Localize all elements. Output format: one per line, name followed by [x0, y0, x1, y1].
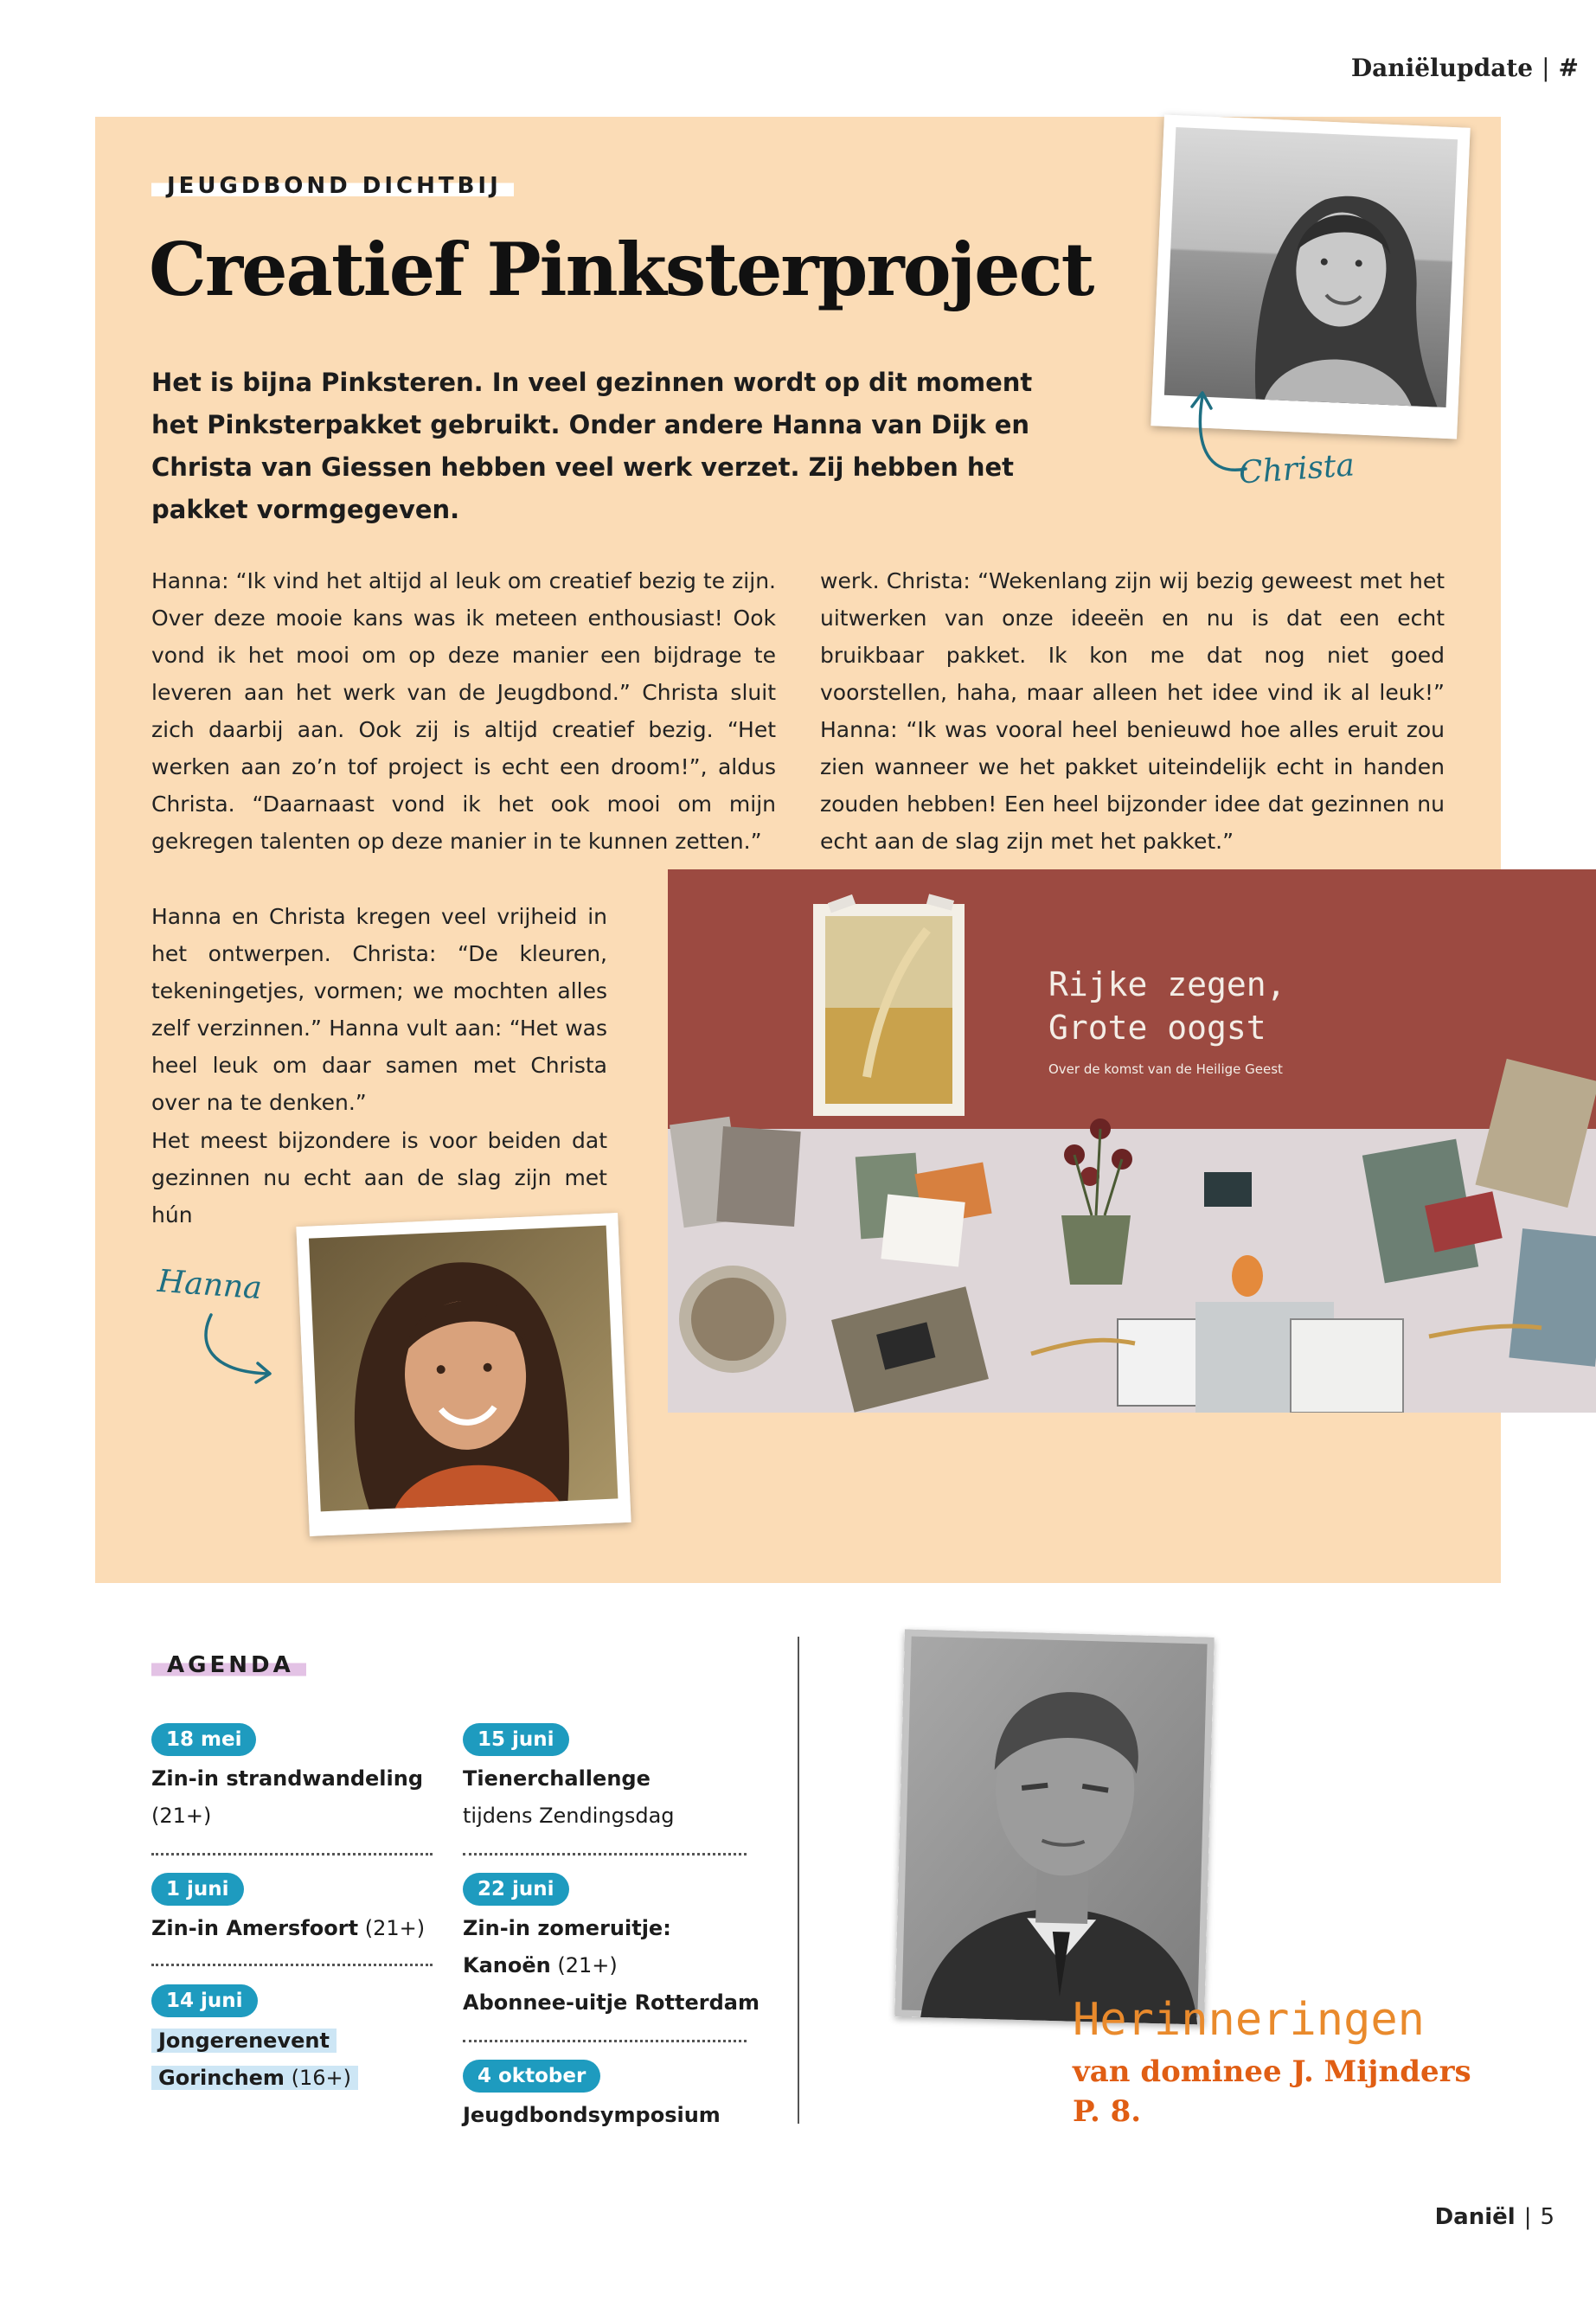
page-number: 5	[1540, 2204, 1554, 2230]
agenda-event	[463, 1760, 675, 1835]
agenda-date-pill: 4 oktober	[463, 2060, 600, 2093]
hanna-caption: Hanna	[156, 1263, 263, 1307]
agenda-event-title: Zin-in Amersfoort	[151, 1916, 359, 1940]
article-paragraph-2: werk. Christa: “Wekenlang zijn wij bezig geweest met het uitwerken van onze ideeën en nu is dat een echt bruikbaar pakket. Ik kon me dat nog niet goed voorstellen, haha, maar alleen het idee vind ik al leuk!” Hanna: “Ik was vooral heel benieuwd hoe alles eruit zou zien wanneer we het pakket uiteindelijk echt in handen zouden hebben! Een heel bijzonder idee dat gezinnen nu echt aan de slag zijn met het pakket.”	[820, 568, 1445, 854]
christa-arrow-icon	[1176, 381, 1254, 480]
package-title-line-2: Grote oogst	[1048, 1009, 1266, 1047]
agenda-event-title: Zin-in strandwandeling	[151, 1766, 424, 1791]
hanna-photo	[296, 1213, 631, 1536]
article-lead: Het is bijna Pinksteren. In veel gezinnen wordt op dit moment het Pinksterpakket gebruikt. Onder andere Hanna van Dijk en Christa van Giessen hebben veel werk verzet. Zij hebben het pakket vormgegeven.	[151, 368, 1033, 524]
running-footer	[1435, 2204, 1554, 2230]
agenda-date-pill: 14 juni	[151, 1984, 258, 2017]
christa-caption: Christa	[1237, 447, 1356, 491]
pinksterpakket-photo	[668, 869, 1596, 1413]
agenda-event	[151, 1760, 423, 1835]
running-header	[1351, 54, 1579, 82]
mijnders-photo	[894, 1629, 1215, 2024]
agenda-label: AGENDA	[151, 1652, 306, 1678]
magazine-name: Daniël	[1434, 2204, 1516, 2230]
package-title	[1048, 963, 1286, 1049]
hanna-arrow-icon	[192, 1308, 279, 1386]
agenda-divider	[151, 1853, 433, 1856]
agenda-date-pill: 1 juni	[151, 1873, 244, 1906]
agenda-date-pill: 18 mei	[151, 1723, 256, 1756]
agenda-date-pill: 22 juni	[463, 1873, 569, 1906]
package-subtitle: Over de komst van de Heilige Geest	[1048, 1061, 1283, 1077]
agenda-date-pill: 15 juni	[463, 1723, 569, 1756]
agenda-event-detail: (21+)	[557, 1953, 618, 1977]
article-kicker: JEUGDBOND DICHTBIJ	[151, 173, 514, 199]
column-divider	[798, 1637, 799, 2124]
section-name: Daniëlupdate	[1350, 54, 1534, 82]
teaser-title: Herinneringen	[1073, 1994, 1425, 2046]
package-title-line-1: Rijke zegen,	[1048, 965, 1286, 1003]
agenda-event-title-3: Abonnee-uitje Rotterdam	[463, 1990, 760, 2015]
article-paragraph-4: Het meest bijzondere is voor beiden dat gezinnen nu echt aan de slag zijn met hún	[151, 1128, 607, 1227]
agenda-event	[463, 1910, 760, 2022]
agenda-event	[151, 2022, 358, 2097]
agenda-event	[151, 1910, 425, 1947]
hash-symbol: #	[1558, 54, 1579, 82]
agenda-event-title: Zin-in zomeruitje:	[463, 1916, 671, 1940]
footer-separator: |	[1523, 2204, 1532, 2230]
article-paragraph-1: Hanna: “Ik vind het altijd al leuk om creatief bezig te zijn. Over deze mooie kans was ik meteen enthousiast! Ook vond ik het mooi om op deze manier een bijdrage te leveren aan het werk van de Jeugdbond.” Christa sluit zich daarbij aan. Ook zij is altijd creatief bezig. “Het werken aan zo’n tof project is echt een droom!”, aldus Christa. “Daarnaast vond ik het ook mooi om mijn gekregen talenten op deze manier in te kunnen zetten.”	[151, 568, 776, 854]
agenda-event-title: Jeugdbondsymposium	[463, 2103, 721, 2127]
agenda-event-title: Jongerenevent	[151, 2029, 337, 2053]
agenda-event-title-2: Kanoën	[463, 1953, 551, 1977]
article-title: Creatief Pinksterproject	[149, 227, 1093, 312]
agenda-event-detail: (21+)	[151, 1804, 212, 1828]
agenda-event-title-2: Gorinchem	[158, 2066, 285, 2090]
agenda-event-detail: tijdens Zendingsdag	[463, 1804, 675, 1828]
agenda-event-detail: (21+)	[364, 1916, 426, 1940]
agenda-event	[463, 2097, 721, 2134]
agenda-divider	[463, 1853, 747, 1856]
agenda-divider	[463, 2040, 747, 2042]
agenda-event-detail: (16+)	[291, 2066, 351, 2090]
agenda-event-title: Tienerchallenge	[463, 1766, 651, 1791]
agenda-divider	[151, 1964, 433, 1966]
article-paragraph-3: Hanna en Christa kregen veel vrijheid in het ontwerpen. Christa: “De kleuren, tekeningetjes, vormen; we mochten alles zelf verzinnen.” Hanna vult aan: “Het was heel leuk om daar samen met Christa over na te denken.”	[151, 904, 607, 1115]
teaser-subtitle	[1073, 2052, 1471, 2131]
header-separator: |	[1542, 54, 1550, 82]
teaser-page-ref: P. 8.	[1073, 2094, 1142, 2129]
teaser-line-2: van dominee J. Mijnders	[1073, 2054, 1471, 2089]
